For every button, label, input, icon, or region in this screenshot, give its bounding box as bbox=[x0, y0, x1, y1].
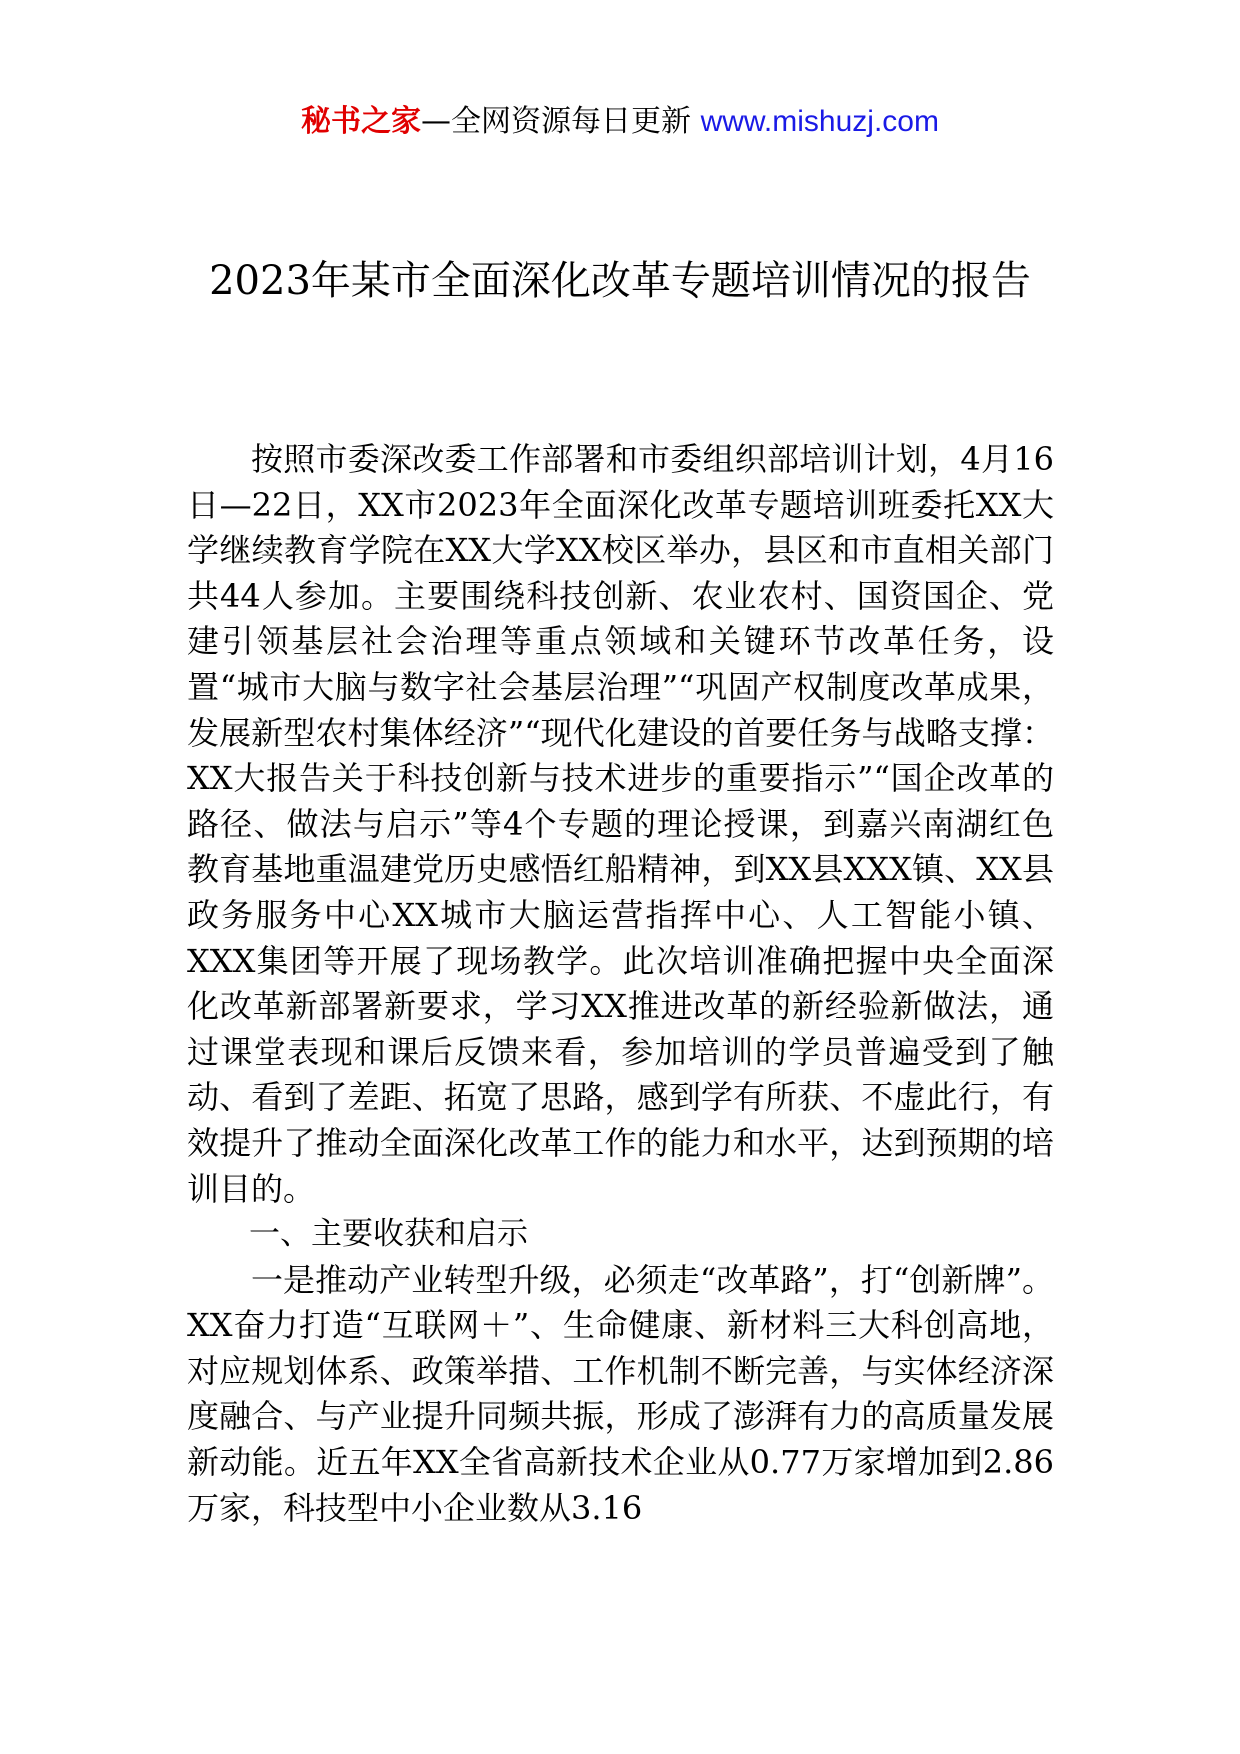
intro-paragraph: 按照市委深改委工作部署和市委组织部培训计划，4月16日—22日，XX市2023年全面深化改革专题培训班委托XX大学继续教育学院在XX大学XX校区举办，县区和市直相关部门共44人参加。主要围绕科技创新、农业农村、国资国企、党建引领基层社会治理等重点领域和关键环节改革任务，设置“城市大脑与数字社会基层治理”“巩固产权制度改革成果，发展新型农村集体经济”“现代化建设的首要任务与战略支撑：XX大报告关于科技创新与技术进步的重要指示”“国企改革的路径、做法与启示”等4个专题的理论授课，到嘉兴南湖红色教育基地重温建党历史感悟红船精神，到XX县XXX镇、XX县政务服务中心XX城市大脑运营指挥中心、人工智能小镇、XXX集团等开展了现场教学。此次培训准确把握中央全面深化改革新部署新要求，学习XX推进改革的新经验新做法，通过课堂表现和课后反馈来看，参加培训的学员普遍受到了触动、看到了差距、拓宽了思路，感到学有所获、不虚此行，有效提升了推动全面深化改革工作的能力和水平，达到预期的培训目的。 bbox=[187, 440, 1054, 1208]
document-body bbox=[187, 437, 1054, 1531]
site-url-link[interactable]: www.mishuzj.com bbox=[700, 105, 939, 138]
section-heading: 一、主要收获和启示 bbox=[249, 1216, 528, 1253]
site-tagline: —全网资源每日更新 bbox=[421, 104, 692, 139]
document-title: 2023年某市全面深化改革专题培训情况的报告 bbox=[209, 258, 1031, 304]
site-header bbox=[0, 100, 1240, 144]
section-paragraph: 一是推动产业转型升级，必须走“改革路”，打“创新牌”。XX奋力打造“互联网＋”、生命健康、新材料三大科创高地，对应规划体系、政策举措、工作机制不断完善，与实体经济深度融合、与产业提升同频共振，形成了澎湃有力的高质量发展新动能。近五年XX全省高新技术企业从0.77万家增加到2.86万家，科技型中小企业数从3.16 bbox=[187, 1260, 1054, 1527]
site-brand: 秘书之家 bbox=[301, 104, 422, 139]
